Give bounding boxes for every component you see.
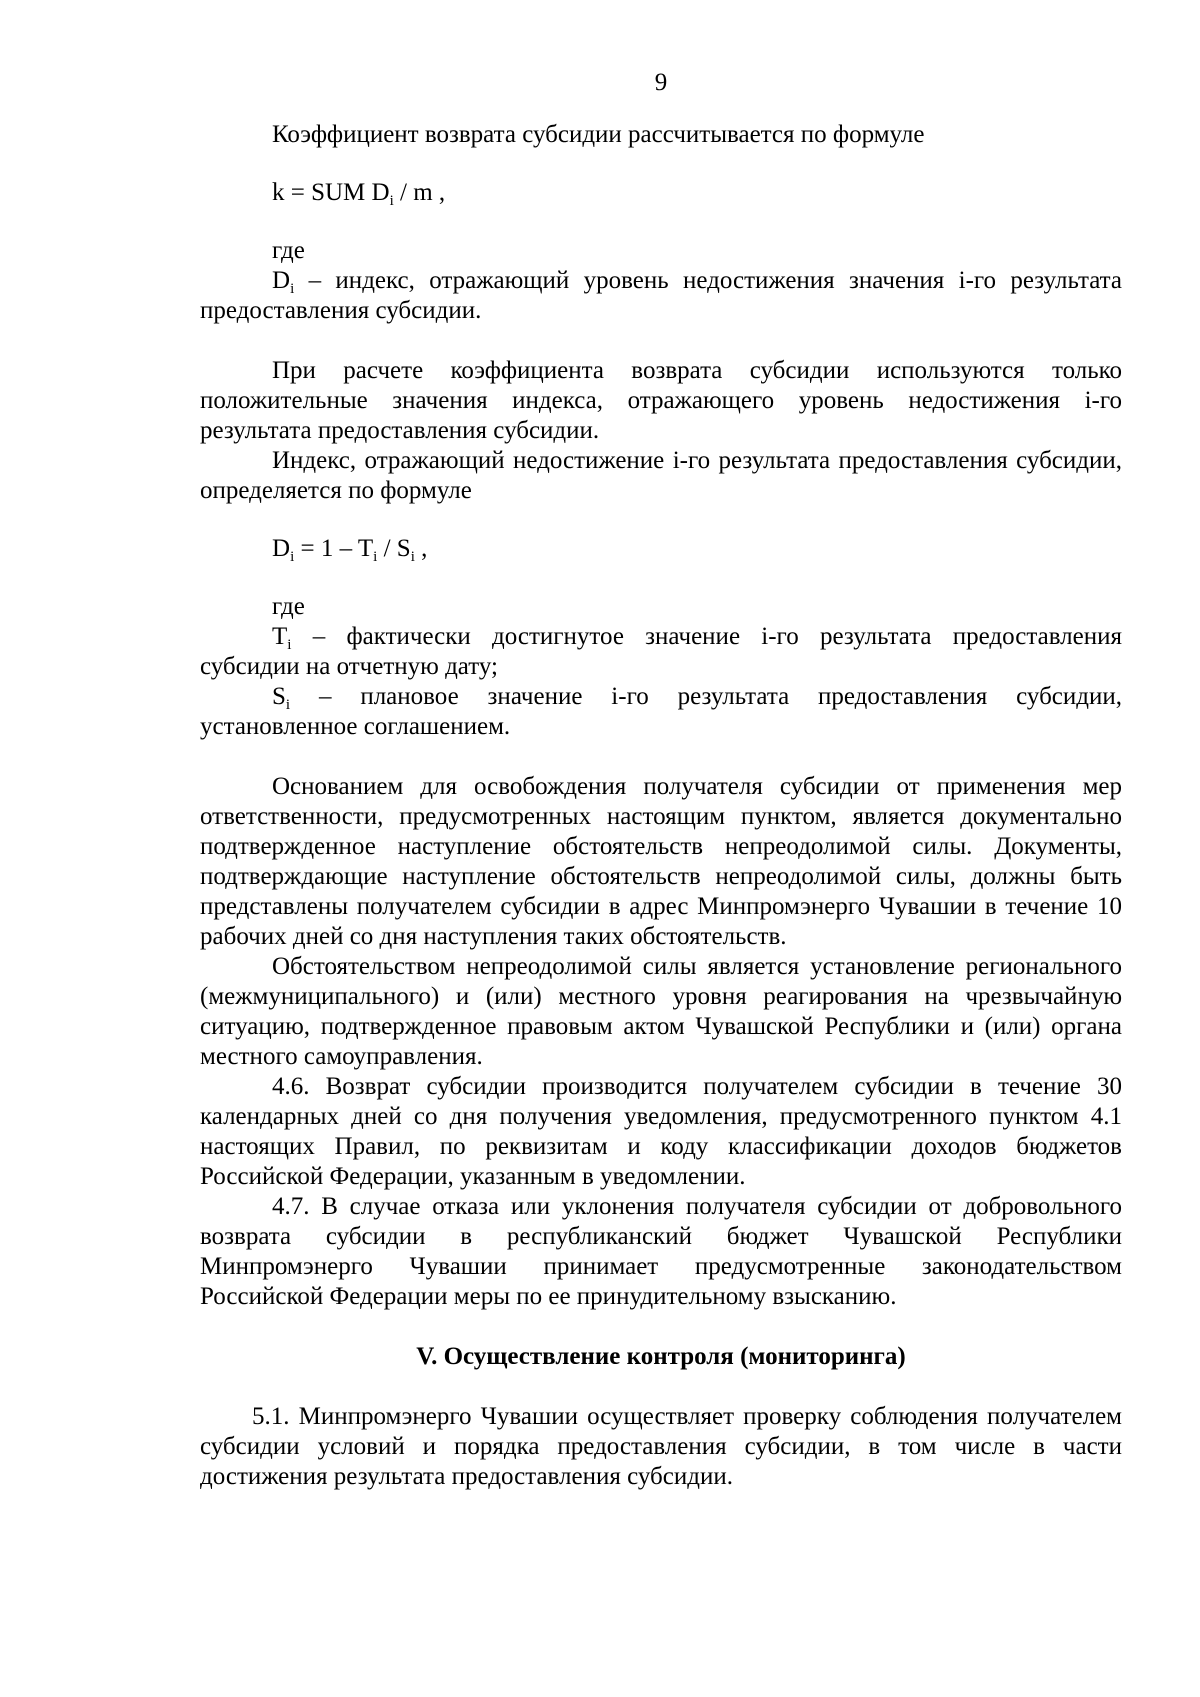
where-label-2: где <box>272 593 305 620</box>
spacer <box>200 1372 1122 1402</box>
formula-d-d: D <box>272 535 291 562</box>
paragraph-force-majeure: Обстоятельством непреодолимой силы является установление регионального (межмуниципального) и (или) местного уровня реагирования на чрезвычайную ситуацию, подтвержденное правовым актом Чувашской Республики и (или) органа местного самоуправления. <box>200 953 1122 1070</box>
definition-t <box>200 622 1122 682</box>
formula-k <box>200 178 1122 208</box>
definition-t-sub: i <box>287 637 292 653</box>
definition-d-text: – индекс, отражающий уровень недостижения значения i-го результата предоставления субсидии. <box>200 267 1122 324</box>
formula-k-right: / m , <box>393 179 446 206</box>
paragraph-5-1: 5.1. Минпромэнерго Чувашии осуществляет проверку соблюдения получателем субсидии условий и порядка предоставления субсидии, в том числе в части достижения результата предоставления субсидии. <box>200 1403 1122 1490</box>
spacer <box>200 1312 1122 1342</box>
formula-d <box>200 534 1122 564</box>
spacer <box>200 742 1122 772</box>
formula-d-mid: = 1 – T <box>294 535 374 562</box>
formula-k-sub: i <box>389 193 394 209</box>
paragraph-calc: При расчете коэффициента возврата субсидии используются только положительные значения индекса, отражающего уровень недостижения i-го результата предоставления субсидии. <box>200 357 1122 444</box>
definition-d-symbol: D <box>272 267 291 294</box>
definition-t-text: – фактически достигнутое значение i-го результата предоставления субсидии на отчетную дату; <box>200 623 1122 680</box>
spacer <box>200 506 1122 534</box>
formula-d-d-sub: i <box>290 549 295 565</box>
paragraph-4-6: 4.6. Возврат субсидии производится получателем субсидии в течение 30 календарных дней со дня получения уведомления, предусмотренного пунктом 4.1 настоящих Правил, по реквизитам и коду классификации доходов бюджетов Российской Федерации, указанным в уведомлении. <box>200 1073 1122 1190</box>
definition-s-sub: i <box>285 697 291 713</box>
spacer <box>200 150 1122 178</box>
formula-d-s-sub: i <box>410 549 415 565</box>
spacer <box>200 326 1122 356</box>
where-label-1: где <box>272 237 305 264</box>
definition-s <box>200 682 1122 742</box>
formula-d-slash: / S <box>377 535 411 562</box>
definition-s-text: – плановое значение i-го результата предоставления субсидии, установленное соглашением. <box>200 683 1122 740</box>
intro-text: Коэффициент возврата субсидии рассчитывается по формуле <box>272 121 925 148</box>
spacer <box>200 208 1122 236</box>
definition-s-symbol: S <box>272 683 286 710</box>
paragraph-basis: Основанием для освобождения получателя субсидии от применения мер ответственности, предусмотренных настоящим пунктом, является документально подтвержденное наступление обстоятельств непреодолимой силы. Документы, подтверждающие наступление обстоятельств непреодолимой силы, должны быть представлены получателем субсидии в адрес Минпромэнерго Чувашии в течение 10 рабочих дней со дня наступления таких обстоятельств. <box>200 773 1122 950</box>
paragraph-4-7: 4.7. В случае отказа или уклонения получателя субсидии от добровольного возврата субсидии в республиканский бюджет Чувашской Республики Минпромэнерго Чувашии принимает предусмотренные законодательством Российской Федерации меры по ее принудительному взысканию. <box>200 1193 1122 1310</box>
definition-d <box>200 266 1122 326</box>
definition-d-sub: i <box>290 281 295 297</box>
paragraph-index: Индекс, отражающий недостижение i-го результата предоставления субсидии, определяется по формуле <box>200 447 1122 504</box>
definition-t-symbol: T <box>272 623 288 650</box>
section-heading: V. Осуществление контроля (мониторинга) <box>416 1343 906 1370</box>
formula-d-end: , <box>414 535 428 562</box>
formula-d-t-sub: i <box>373 549 378 565</box>
formula-k-left: k = SUM D <box>272 179 390 206</box>
page-number: 9 <box>654 69 668 96</box>
spacer <box>200 564 1122 592</box>
